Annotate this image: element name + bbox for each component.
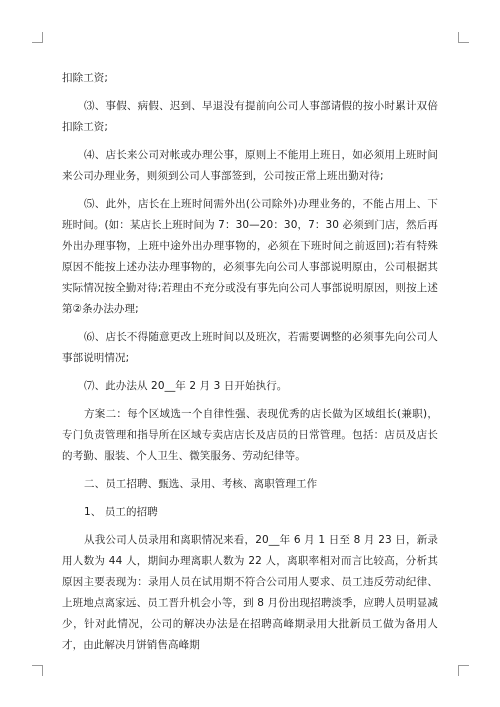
paragraph-wage-deduction-cont: 扣除工资; [62,72,109,84]
body-text [62,68,438,660]
paragraph-item-5: ⑸、此外，店长在上班时间需外出(公司除外)办理业务的，不能占用上、下班时间。(如：某店长上班时间为 7：30—20：30，7：30 必须到门店，然后再外出办理事物，上班中途外出办理事物的，必须在下班时间之前返回);若有特殊原因不能按上述办法办理事物的，必须事先向公司人事部说明原由，公司根据其实际情况按全勤对待;若理由不充分或没有事先向公司人事部说明原因，则按上述第②条办法办理; [62,198,438,315]
subsection-heading-1: 1、 员工的招聘 [84,506,158,518]
paragraph-plan-two: 方案二：每个区域选一个自律性强、表现优秀的店长做为区域组长(兼职)，专门负责管理和指导所在区域专卖店店长及店员的日常管理。包括：店员及店长的考勤、服装、个人卫生、微笑服务、劳动纪律等。 [62,408,438,462]
paragraph-item-3: ⑶、事假、病假、迟到、早退没有提前向公司人事部请假的按小时累计双倍扣除工资; [62,100,438,133]
section-heading-2: 二、员工招聘、甄选、录用、考核、离职管理工作 [84,478,318,490]
paragraph-item-4: ⑷、店长来公司对帐或办理公事，原则上不能用上班日，如必须用上班时间来公司办理业务，则须到公司人事部签到，公司按正常上班出勤对待; [62,149,438,182]
paragraph-item-7: ⑺、此办法从 20__年 2 月 3 日开始执行。 [84,380,288,392]
crop-mark-top-left [32,32,43,43]
paragraph-item-6: ⑹、店长不得随意更改上班时间以及班次，若需要调整的必须事先向公司人事部说明情况; [62,331,438,364]
crop-mark-top-right [458,32,469,43]
crop-mark-bottom-right [458,665,469,676]
crop-mark-bottom-left [32,665,43,676]
paragraph-recruitment: 从我公司人员录用和离职情况来看，20__年 6 月 1 日至 8 月 23 日，新录用人数为 44 人，期间办理离职人数为 22 人，离职率相对而言比较高，分析其原因主要表现为：录用人员在试用期不符合公司用人要求、员工违反劳动纪律、上班地点离家远、员工晋升机会小等，到 8 月份出现招聘淡季，应聘人员明显减少，针对此情况，公司的解决办法是在招聘高峰期录用大批新员工做为备用人才，由此解决月饼销售高峰期 [62,534,438,651]
